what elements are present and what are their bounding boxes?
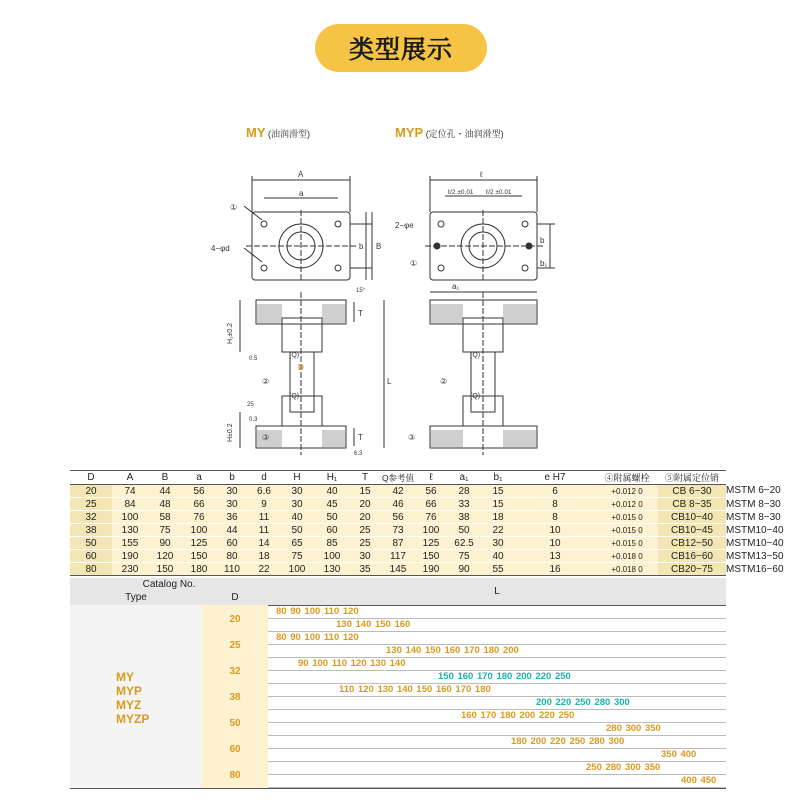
table-cell: 25 — [350, 537, 380, 550]
spec-row: 60 190 120 150 80 18 75 100 30 117 150 75 40 13 +0.018 0 CB16−60 MSTM13−50 — [70, 550, 726, 563]
col-header: d — [248, 471, 280, 485]
table-cell: 8 — [514, 511, 596, 524]
d-value: 20 — [229, 614, 241, 625]
table-cell: CB 6−30 — [658, 485, 726, 498]
row-divider — [268, 735, 726, 736]
table-cell: CB10−40 — [658, 511, 726, 524]
table-cell: 42 — [380, 485, 416, 498]
table-cell: 35 — [350, 563, 380, 576]
table-cell: 190 — [416, 563, 446, 576]
row-key-d: 25 — [70, 498, 112, 511]
table-cell: 20 — [350, 498, 380, 511]
table-cell: 10 — [514, 524, 596, 537]
table-cell: 48 — [148, 498, 182, 511]
type-header: Type — [70, 591, 202, 605]
table-cell: 100 — [112, 511, 148, 524]
dim-b-right: b — [540, 236, 545, 245]
dim-b: b — [359, 242, 364, 251]
type-my: MY — [116, 670, 134, 684]
table-cell: 130 — [314, 563, 350, 576]
col-header: b₁ — [482, 471, 514, 485]
tolerance-cell: +0.015 0 — [596, 524, 658, 537]
d-value: 50 — [229, 718, 241, 729]
row-key-d: 80 — [70, 563, 112, 576]
table-cell: 60 — [216, 537, 248, 550]
row-key-d: 60 — [70, 550, 112, 563]
table-cell: 22 — [248, 563, 280, 576]
spec-row: 50 155 90 125 60 14 65 85 25 87 125 62.5 30 10 +0.015 0 CB12−50 MSTM10−40 — [70, 537, 726, 550]
table-cell: 150 — [416, 550, 446, 563]
dim-b1: b₁ — [540, 259, 548, 268]
row-divider — [268, 722, 726, 723]
table-cell: 28 — [446, 485, 482, 498]
note-03: 0.3 — [249, 417, 258, 423]
type-code: MY — [246, 125, 266, 140]
callout-2-right: ② — [440, 377, 448, 386]
table-cell: 13 — [514, 550, 596, 563]
d-value: 25 — [229, 640, 241, 651]
spec-row: 80 230 150 180 110 22 100 130 35 145 190 90 55 16 +0.018 0 CB20−75 MSTM16−60 — [70, 563, 726, 576]
table-cell: CB10−45 — [658, 524, 726, 537]
table-cell: 84 — [112, 498, 148, 511]
callout-2: ② — [262, 377, 270, 386]
dim-T-lower: T — [358, 433, 363, 442]
col-header: H₁ — [314, 471, 350, 485]
row-divider — [268, 761, 726, 762]
table-cell: 75 — [280, 550, 314, 563]
table-cell: 40 — [314, 485, 350, 498]
table-cell: 130 — [112, 524, 148, 537]
table-cell: 120 — [148, 550, 182, 563]
spec-table — [70, 470, 784, 576]
table-cell: 30 — [280, 485, 314, 498]
table-cell: 50 — [280, 524, 314, 537]
table-cell: 76 — [416, 511, 446, 524]
table-cell: 9 — [248, 498, 280, 511]
tolerance-cell: +0.015 0 — [596, 511, 658, 524]
table-cell: 110 — [216, 563, 248, 576]
note-25: 25 — [247, 402, 254, 408]
tolerance-cell: +0.012 0 — [596, 485, 658, 498]
col-header: ④附属螺栓 — [596, 471, 658, 485]
table-cell: 75 — [446, 550, 482, 563]
col-header: a — [182, 471, 216, 485]
callout-3-right: ③ — [408, 433, 416, 442]
col-header: H — [280, 471, 314, 485]
table-cell: 58 — [148, 511, 182, 524]
row-divider — [268, 709, 726, 710]
l-values-row: 280 300 350 — [606, 723, 661, 734]
l-values-row: 90 100 110 120 130 140 — [298, 658, 406, 669]
table-cell: 180 — [182, 563, 216, 576]
col-header: ⑤附属定位销 — [658, 471, 726, 485]
dim-Q-right-lower: (Q) — [470, 393, 481, 400]
table-cell: 150 — [148, 563, 182, 576]
l-values-row: 250 280 300 350 — [586, 762, 661, 773]
d-column — [202, 605, 268, 788]
dim-B: B — [376, 242, 382, 251]
table-cell: 20 — [350, 511, 380, 524]
dim-Q: (Q) — [289, 352, 300, 359]
table-cell: 40 — [482, 550, 514, 563]
type-desc: (油润滑型) — [268, 129, 311, 139]
table-cell: 22 — [482, 524, 514, 537]
tolerance-cell: +0.018 0 — [596, 550, 658, 563]
type-desc: (定位孔・油润滑型) — [425, 129, 504, 139]
table-cell: 90 — [446, 563, 482, 576]
dim-L: L — [387, 377, 392, 386]
table-cell: 30 — [216, 498, 248, 511]
col-header: a₁ — [446, 471, 482, 485]
col-header: ℓ — [416, 471, 446, 485]
dim-D: D — [298, 363, 304, 372]
col-header: D — [70, 471, 112, 485]
type-myz: MYZ — [116, 698, 142, 712]
row-divider — [268, 696, 726, 697]
table-cell: 50 — [446, 524, 482, 537]
table-cell: 25 — [350, 524, 380, 537]
callout-1: ① — [230, 203, 238, 212]
table-cell: 30 — [280, 498, 314, 511]
table-cell: 90 — [148, 537, 182, 550]
table-cell: 6 — [514, 485, 596, 498]
l-values-row: 130 140 150 160 — [336, 619, 411, 630]
table-cell: 62.5 — [446, 537, 482, 550]
tolerance-cell: +0.018 0 — [596, 563, 658, 576]
table-cell: 33 — [446, 498, 482, 511]
table-cell: 11 — [248, 511, 280, 524]
note-15deg: 15° — [356, 288, 366, 294]
row-key-d: 50 — [70, 537, 112, 550]
table-cell: 100 — [314, 550, 350, 563]
type-column — [70, 605, 202, 788]
row-divider — [268, 748, 726, 749]
table-cell: 66 — [182, 498, 216, 511]
spec-row: 25 84 48 66 30 9 30 45 20 46 66 33 15 8 +0.012 0 CB 8−35 MSTM 8−30 — [70, 498, 726, 511]
table-cell: 230 — [112, 563, 148, 576]
type-code: MYP — [395, 125, 424, 140]
table-cell: 30 — [350, 550, 380, 563]
table-cell: 85 — [314, 537, 350, 550]
technical-drawing — [0, 120, 800, 465]
table-cell: 75 — [148, 524, 182, 537]
table-cell: 15 — [482, 485, 514, 498]
table-cell: 30 — [482, 537, 514, 550]
table-cell: CB 8−35 — [658, 498, 726, 511]
row-divider — [268, 774, 726, 775]
col-header: A — [112, 471, 148, 485]
dim-half1: ℓ/2 ±0.01 — [448, 189, 474, 196]
table-cell: 80 — [216, 550, 248, 563]
table-cell: 56 — [380, 511, 416, 524]
l-values-row: 350 400 — [661, 749, 697, 760]
spec-row: 32 100 58 76 36 11 40 50 20 56 76 38 18 8 +0.015 0 CB10−40 MSTM 8−30 — [70, 511, 726, 524]
table-cell: 46 — [380, 498, 416, 511]
table-cell: 190 — [112, 550, 148, 563]
row-divider — [268, 631, 726, 632]
section-title-badge — [315, 24, 487, 72]
table-cell: 125 — [182, 537, 216, 550]
table-cell: 50 — [314, 511, 350, 524]
l-values-row: 80 90 100 110 120 — [276, 606, 359, 617]
table-cell: 56 — [182, 485, 216, 498]
table-cell: 125 — [416, 537, 446, 550]
table-cell: 56 — [416, 485, 446, 498]
spec-row: 38 130 75 100 44 11 50 60 25 73 100 50 22 10 +0.015 0 CB10−45 MSTM10−40 — [70, 524, 726, 537]
l-values-row: 150 160 170 180 200 220 250 — [438, 671, 571, 682]
dim-a1: a₁ — [452, 282, 460, 291]
table-cell: 10 — [514, 537, 596, 550]
table-cell: CB20−75 — [658, 563, 726, 576]
catalog-section — [70, 578, 726, 788]
dim-ell: ℓ — [480, 170, 483, 179]
col-header: B — [148, 471, 182, 485]
note-63: 6.3 — [354, 451, 363, 457]
dim-half2: ℓ/2 ±0.01 — [486, 189, 512, 196]
spec-row: 20 74 44 56 30 6.6 30 40 15 42 56 28 15 6 +0.012 0 CB 6−30 MSTM 6−20 — [70, 485, 726, 498]
callout-3: ③ — [262, 433, 270, 442]
table-cell: 16 — [514, 563, 596, 576]
l-values-row: 200 220 250 280 300 — [536, 697, 630, 708]
l-values-row: 180 200 220 250 280 300 — [511, 736, 625, 747]
table-cell: CB12−50 — [658, 537, 726, 550]
type-myp: MYP — [116, 684, 143, 698]
spec-header-row — [70, 471, 726, 485]
l-values-row: 110 120 130 140 150 160 170 180 — [339, 684, 491, 695]
dim-phi-e: 2−φe — [395, 221, 414, 230]
table-cell: 40 — [280, 511, 314, 524]
myp-side-view — [430, 292, 537, 455]
col-header: T — [350, 471, 380, 485]
dim-phi-d: 4−φd — [211, 244, 230, 253]
table-cell: 45 — [314, 498, 350, 511]
table-cell: 14 — [248, 537, 280, 550]
divider — [70, 788, 726, 789]
dim-T: T — [358, 309, 363, 318]
row-key-d: 38 — [70, 524, 112, 537]
table-cell: 15 — [350, 485, 380, 498]
table-cell: 155 — [112, 537, 148, 550]
table-cell: 44 — [216, 524, 248, 537]
type-myzp: MYZP — [116, 712, 150, 726]
d-header: D — [202, 591, 268, 605]
l-values-row: 80 90 100 110 120 — [276, 632, 359, 643]
row-divider — [268, 683, 726, 684]
row-key-d: 20 — [70, 485, 112, 498]
table-cell: 11 — [248, 524, 280, 537]
callout-1-right: ① — [410, 259, 418, 268]
dim-H: H±0.2 — [227, 423, 234, 442]
table-cell: 44 — [148, 485, 182, 498]
table-cell: 117 — [380, 550, 416, 563]
table-cell: 60 — [314, 524, 350, 537]
dim-Q-right: (Q) — [470, 352, 481, 359]
tolerance-cell: +0.015 0 — [596, 537, 658, 550]
dim-Q-lower: (Q) — [289, 393, 300, 400]
dim-H1: H₁±0.2 — [227, 323, 234, 344]
l-values-row: 130 140 150 160 170 180 200 — [386, 645, 519, 656]
table-cell: 8 — [514, 498, 596, 511]
row-divider — [268, 670, 726, 671]
note-05: 0.5 — [249, 356, 258, 362]
dim-a: a — [299, 189, 304, 198]
table-cell: 30 — [216, 485, 248, 498]
table-cell: 73 — [380, 524, 416, 537]
table-cell: 76 — [182, 511, 216, 524]
table-cell: CB16−60 — [658, 550, 726, 563]
table-cell: 66 — [416, 498, 446, 511]
table-cell: 100 — [280, 563, 314, 576]
catalog-header: Catalog No. — [70, 578, 268, 591]
row-divider — [268, 618, 726, 619]
d-value: 38 — [229, 692, 241, 703]
table-cell: 15 — [482, 498, 514, 511]
row-divider — [268, 657, 726, 658]
row-divider — [268, 644, 726, 645]
my-top-view — [244, 176, 372, 282]
table-cell: 150 — [182, 550, 216, 563]
table-cell: 145 — [380, 563, 416, 576]
d-value: 32 — [229, 666, 241, 677]
table-cell: 100 — [182, 524, 216, 537]
col-header: Q参考值 — [381, 472, 415, 483]
l-values-row: 400 450 — [681, 775, 717, 786]
table-cell: 6.6 — [248, 485, 280, 498]
table-cell: 18 — [248, 550, 280, 563]
table-cell: 74 — [112, 485, 148, 498]
table-cell: 87 — [380, 537, 416, 550]
l-values-row: 160 170 180 200 220 250 — [461, 710, 575, 721]
table-cell: 55 — [482, 563, 514, 576]
d-value: 60 — [229, 744, 241, 755]
table-cell: 100 — [416, 524, 446, 537]
table-cell: 36 — [216, 511, 248, 524]
section-title: 类型展示 — [348, 35, 453, 64]
table-cell: 18 — [482, 511, 514, 524]
d-value: 80 — [229, 770, 241, 781]
col-header: e H7 — [514, 471, 596, 485]
table-cell: 38 — [446, 511, 482, 524]
row-key-d: 32 — [70, 511, 112, 524]
l-header: L — [268, 578, 726, 605]
dim-A: A — [298, 170, 304, 179]
table-cell: 65 — [280, 537, 314, 550]
tolerance-cell: +0.012 0 — [596, 498, 658, 511]
col-header: b — [216, 471, 248, 485]
